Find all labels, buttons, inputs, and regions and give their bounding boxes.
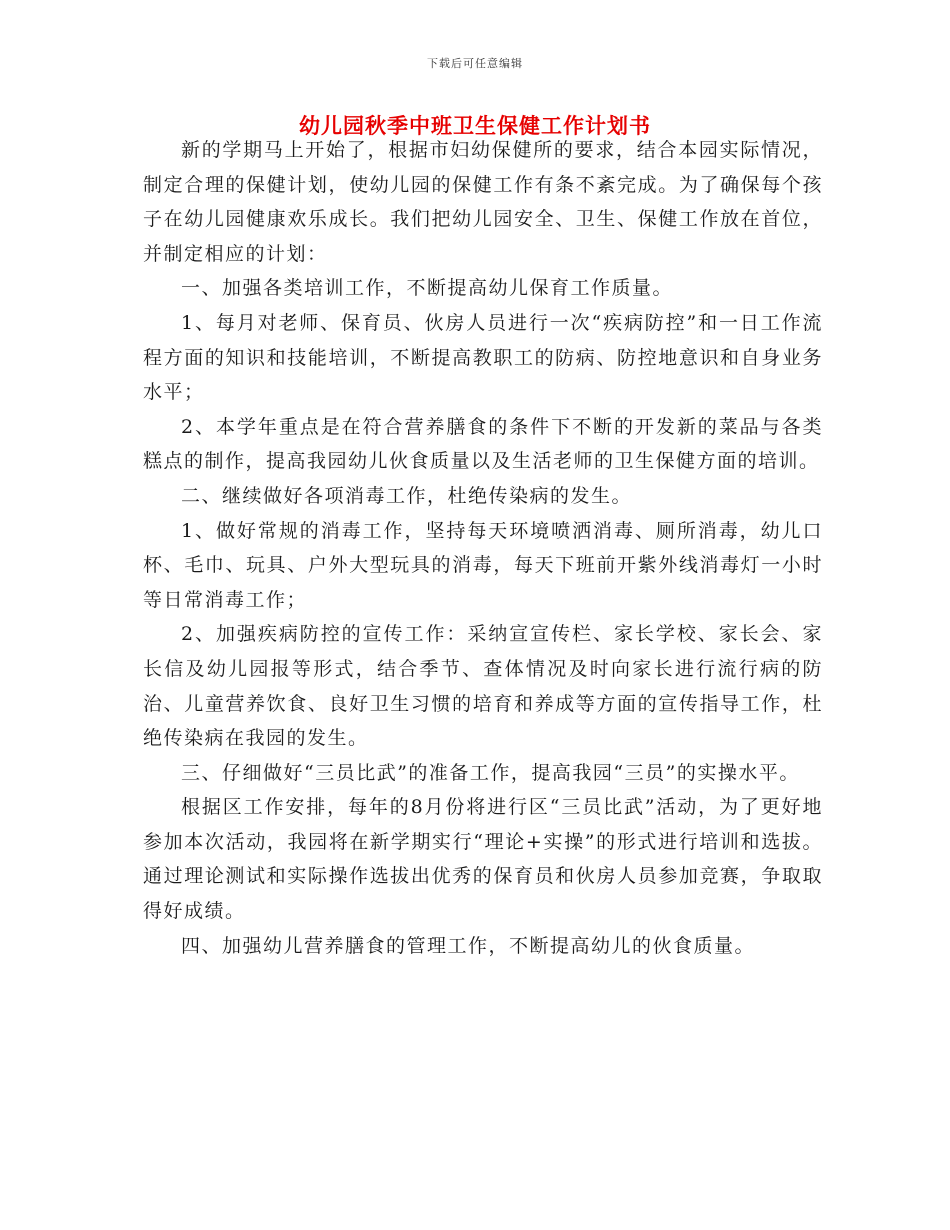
section-heading-3: 三、仔细做好“三员比武”的准备工作，提高我园“三员”的实操水平。 <box>181 761 800 784</box>
document-body <box>143 133 823 963</box>
section-heading-1: 一、加强各类培训工作，不断提高幼儿保育工作质量。 <box>181 277 674 300</box>
paragraph-2-2: 2、加强疾病防控的宣传工作：采纳宣宣传栏、家长学校、家长会、家长信及幼儿园报等形式，结合季节、查体情况及时向家长进行流行病的防治、儿童营养饮食、良好卫生习惯的培育和养成等方面的宣传指导工作，杜绝传染病在我园的发生。 <box>143 623 823 750</box>
paragraph-1-2: 2、本学年重点是在符合营养膳食的条件下不断的开发新的菜品与各类糕点的制作，提高我园幼儿伙食质量以及生活老师的卫生保健方面的培训。 <box>143 415 823 473</box>
paragraph-1-1: 1、每月对老师、保育员、伙房人员进行一次“疾病防控”和一日工作流程方面的知识和技能培训，不断提高教职工的防病、防控地意识和自身业务水平； <box>143 311 823 404</box>
page-header-note: 下载后可任意编辑 <box>427 57 523 70</box>
paragraph-3-1: 根据区工作安排，每年的8月份将进行区“三员比武”活动，为了更好地参加本次活动，我园将在新学期实行“理论+实操”的形式进行培训和选拔。通过理论测试和实际操作选拔出优秀的保育员和伙房人员参加竞赛，争取取得好成绩。 <box>143 796 823 923</box>
document-title: 幼儿园秋季中班卫生保健工作计划书 <box>299 113 651 138</box>
paragraph-intro: 新的学期马上开始了，根据市妇幼保健所的要求，结合本园实际情况，制定合理的保健计划，使幼儿园的保健工作有条不紊完成。为了确保每个孩子在幼儿园健康欢乐成长。我们把幼儿园安全、卫生、保健工作放在首位，并制定相应的计划： <box>143 139 823 265</box>
section-heading-2: 二、继续做好各项消毒工作，杜绝传染病的发生。 <box>181 484 633 507</box>
paragraph-2-1: 1、做好常规的消毒工作，坚持每天环境喷洒消毒、厕所消毒，幼儿口杯、毛巾、玩具、户外大型玩具的消毒，每天下班前开紫外线消毒灯一小时等日常消毒工作； <box>143 519 823 611</box>
section-heading-4: 四、加强幼儿营养膳食的管理工作，不断提高幼儿的伙食质量。 <box>181 934 756 957</box>
